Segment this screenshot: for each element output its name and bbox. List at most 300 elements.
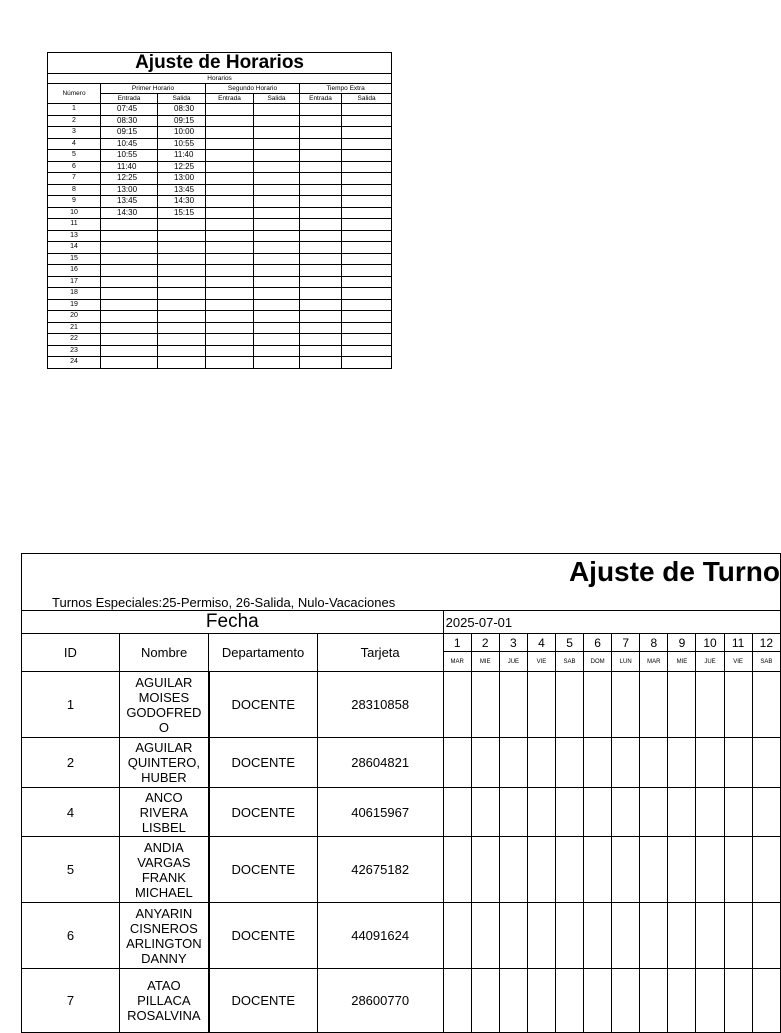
table-row bbox=[22, 837, 781, 903]
horario-empty-cell bbox=[254, 253, 300, 265]
horario-row bbox=[48, 138, 392, 150]
shift-cell bbox=[584, 837, 612, 903]
shift-cell bbox=[556, 738, 584, 788]
horario-numero: 11 bbox=[48, 219, 101, 231]
shift-cell bbox=[443, 837, 471, 903]
horario-empty-cell bbox=[342, 173, 392, 185]
horario-empty-cell bbox=[342, 150, 392, 162]
shift-cell bbox=[556, 903, 584, 969]
horario-empty-cell bbox=[206, 334, 254, 346]
horario-numero: 22 bbox=[48, 334, 101, 346]
horario-numero: 16 bbox=[48, 265, 101, 277]
employee-name-line: RIVERA bbox=[139, 804, 189, 820]
horario-salida-1: 11:40 bbox=[158, 150, 206, 162]
employee-name-line: HUBER bbox=[141, 770, 187, 785]
shift-cell bbox=[556, 672, 584, 738]
shift-cell bbox=[527, 903, 555, 969]
employee-name-line: ANDIA bbox=[144, 839, 184, 855]
horario-entrada-1 bbox=[101, 253, 158, 265]
horario-empty-cell bbox=[342, 288, 392, 300]
horario-row bbox=[48, 253, 392, 265]
horario-empty-cell bbox=[300, 230, 342, 242]
horario-empty-cell bbox=[254, 184, 300, 196]
shift-cell bbox=[527, 837, 555, 903]
horario-empty-cell bbox=[342, 196, 392, 208]
day-name: JUE bbox=[696, 652, 724, 672]
day-name: MIE bbox=[471, 652, 499, 672]
horario-entrada-1 bbox=[101, 299, 158, 311]
horario-empty-cell bbox=[300, 219, 342, 231]
tarjeta-header: Tarjeta bbox=[317, 634, 443, 672]
horario-row bbox=[48, 276, 392, 288]
day-name: MAR bbox=[443, 652, 471, 672]
shift-cell bbox=[696, 837, 724, 903]
day-name: VIE bbox=[724, 652, 752, 672]
horario-salida-1 bbox=[158, 219, 206, 231]
shift-cell bbox=[471, 738, 499, 788]
horario-row bbox=[48, 161, 392, 173]
horario-empty-cell bbox=[342, 138, 392, 150]
shift-cell bbox=[584, 738, 612, 788]
entrada-header: Entrada bbox=[101, 94, 158, 104]
horario-empty-cell bbox=[342, 127, 392, 139]
horario-numero: 18 bbox=[48, 288, 101, 300]
horario-empty-cell bbox=[206, 127, 254, 139]
shift-cell bbox=[668, 903, 696, 969]
horario-empty-cell bbox=[342, 299, 392, 311]
shift-cell bbox=[696, 903, 724, 969]
shift-cell bbox=[471, 788, 499, 837]
employee-id: 7 bbox=[22, 969, 120, 1033]
shift-cell bbox=[696, 969, 724, 1033]
horario-salida-1 bbox=[158, 345, 206, 357]
salida-header: Salida bbox=[342, 94, 392, 104]
shift-cell bbox=[499, 837, 527, 903]
shift-cell bbox=[668, 837, 696, 903]
shift-cell bbox=[612, 903, 640, 969]
employee-name-line: MICHAEL bbox=[134, 884, 193, 900]
horario-empty-cell bbox=[342, 219, 392, 231]
fecha-value: 2025-07-01 bbox=[443, 611, 780, 634]
employee-name-line: ARLINGTON bbox=[126, 935, 202, 951]
horario-empty-cell bbox=[206, 207, 254, 219]
shift-cell bbox=[612, 837, 640, 903]
horario-empty-cell bbox=[206, 265, 254, 277]
shift-cell bbox=[752, 969, 780, 1033]
day-number: 11 bbox=[724, 634, 752, 652]
shift-cell bbox=[443, 738, 471, 788]
shift-cell bbox=[752, 837, 780, 903]
horario-numero: 2 bbox=[48, 115, 101, 127]
horario-empty-cell bbox=[300, 173, 342, 185]
horario-row bbox=[48, 173, 392, 185]
employee-card: 28600770 bbox=[317, 969, 443, 1033]
shift-cell bbox=[724, 738, 752, 788]
horario-salida-1: 08:30 bbox=[158, 104, 206, 116]
horario-empty-cell bbox=[300, 253, 342, 265]
horario-empty-cell bbox=[254, 138, 300, 150]
horario-entrada-1 bbox=[101, 219, 158, 231]
horario-salida-1 bbox=[158, 299, 206, 311]
horario-empty-cell bbox=[254, 299, 300, 311]
day-name: VIE bbox=[527, 652, 555, 672]
shift-cell bbox=[471, 837, 499, 903]
day-number: 9 bbox=[668, 634, 696, 652]
horario-empty-cell bbox=[206, 242, 254, 254]
horario-empty-cell bbox=[342, 357, 392, 369]
horario-salida-1: 13:00 bbox=[158, 173, 206, 185]
horario-salida-1: 10:00 bbox=[158, 127, 206, 139]
horario-row bbox=[48, 219, 392, 231]
shift-cell bbox=[612, 672, 640, 738]
horario-empty-cell bbox=[254, 276, 300, 288]
horario-row bbox=[48, 230, 392, 242]
horario-row bbox=[48, 345, 392, 357]
horario-numero: 1 bbox=[48, 104, 101, 116]
shift-cell bbox=[527, 738, 555, 788]
horario-empty-cell bbox=[254, 265, 300, 277]
horario-salida-1 bbox=[158, 253, 206, 265]
shift-cell bbox=[499, 788, 527, 837]
day-name: LUN bbox=[612, 652, 640, 672]
employee-id: 2 bbox=[22, 738, 120, 788]
horario-empty-cell bbox=[300, 311, 342, 323]
shift-cell bbox=[443, 788, 471, 837]
horario-entrada-1: 08:30 bbox=[101, 115, 158, 127]
shift-cell bbox=[696, 788, 724, 837]
employee-department: DOCENTE bbox=[209, 969, 317, 1033]
horario-entrada-1: 13:00 bbox=[101, 184, 158, 196]
horario-empty-cell bbox=[300, 242, 342, 254]
employee-name-line: PILLACA bbox=[137, 993, 191, 1008]
shift-cell bbox=[556, 837, 584, 903]
employee-name-line: ANYARIN bbox=[135, 905, 193, 921]
horario-row bbox=[48, 104, 392, 116]
horario-empty-cell bbox=[342, 334, 392, 346]
shift-cell bbox=[584, 672, 612, 738]
employee-name bbox=[119, 969, 209, 1033]
horario-entrada-1 bbox=[101, 345, 158, 357]
turno-table bbox=[21, 553, 781, 1033]
segundo-horario-header: Segundo Horario bbox=[206, 84, 300, 94]
horario-empty-cell bbox=[342, 115, 392, 127]
employee-name-line: LISBEL bbox=[141, 819, 186, 835]
employee-id: 1 bbox=[22, 672, 120, 738]
shift-cell bbox=[471, 903, 499, 969]
day-number: 7 bbox=[612, 634, 640, 652]
day-name: DOM bbox=[584, 652, 612, 672]
shift-cell bbox=[752, 903, 780, 969]
horario-row bbox=[48, 322, 392, 334]
horario-salida-1 bbox=[158, 230, 206, 242]
horario-entrada-1: 11:40 bbox=[101, 161, 158, 173]
employee-card: 28310858 bbox=[317, 672, 443, 738]
departamento-header: Departamento bbox=[209, 634, 317, 672]
employee-card: 42675182 bbox=[317, 837, 443, 903]
employee-id: 5 bbox=[22, 837, 120, 903]
horario-empty-cell bbox=[206, 115, 254, 127]
day-number: 1 bbox=[443, 634, 471, 652]
shift-cell bbox=[668, 969, 696, 1033]
table-row bbox=[22, 788, 781, 837]
horario-empty-cell bbox=[300, 276, 342, 288]
shift-cell bbox=[640, 672, 668, 738]
horario-numero: 13 bbox=[48, 230, 101, 242]
employee-name bbox=[119, 837, 209, 903]
day-number: 4 bbox=[527, 634, 555, 652]
shift-cell bbox=[584, 969, 612, 1033]
day-number: 2 bbox=[471, 634, 499, 652]
horario-salida-1: 12:25 bbox=[158, 161, 206, 173]
shift-cell bbox=[612, 788, 640, 837]
employee-name-line: ANCO bbox=[145, 789, 183, 805]
horario-row bbox=[48, 196, 392, 208]
shift-cell bbox=[499, 969, 527, 1033]
shift-cell bbox=[584, 788, 612, 837]
horario-entrada-1 bbox=[101, 265, 158, 277]
horario-empty-cell bbox=[342, 265, 392, 277]
horario-empty-cell bbox=[300, 104, 342, 116]
horario-empty-cell bbox=[300, 334, 342, 346]
table-row bbox=[22, 903, 781, 969]
shift-cell bbox=[640, 837, 668, 903]
horario-empty-cell bbox=[342, 161, 392, 173]
horario-row bbox=[48, 265, 392, 277]
horario-empty-cell bbox=[342, 322, 392, 334]
horario-empty-cell bbox=[300, 357, 342, 369]
horario-empty-cell bbox=[254, 196, 300, 208]
horario-empty-cell bbox=[300, 196, 342, 208]
horario-empty-cell bbox=[254, 150, 300, 162]
horario-empty-cell bbox=[342, 230, 392, 242]
horario-empty-cell bbox=[206, 138, 254, 150]
day-number: 3 bbox=[499, 634, 527, 652]
horario-empty-cell bbox=[254, 345, 300, 357]
horario-numero: 24 bbox=[48, 357, 101, 369]
employee-card: 28604821 bbox=[317, 738, 443, 788]
horario-empty-cell bbox=[342, 276, 392, 288]
horario-empty-cell bbox=[206, 299, 254, 311]
day-name: MAR bbox=[640, 652, 668, 672]
shift-cell bbox=[724, 788, 752, 837]
nombre-header: Nombre bbox=[119, 634, 209, 672]
horario-salida-1 bbox=[158, 276, 206, 288]
horario-empty-cell bbox=[254, 334, 300, 346]
horario-empty-cell bbox=[254, 322, 300, 334]
employee-name-line: AGUILAR bbox=[135, 740, 193, 755]
horario-row bbox=[48, 299, 392, 311]
horario-empty-cell bbox=[300, 299, 342, 311]
horario-numero: 21 bbox=[48, 322, 101, 334]
shift-cell bbox=[443, 903, 471, 969]
salida-header: Salida bbox=[158, 94, 206, 104]
horario-empty-cell bbox=[206, 288, 254, 300]
horario-row bbox=[48, 115, 392, 127]
employee-name-line: MOISES bbox=[138, 689, 190, 705]
day-name: MIE bbox=[668, 652, 696, 672]
horario-empty-cell bbox=[342, 311, 392, 323]
horario-empty-cell bbox=[342, 345, 392, 357]
horario-row bbox=[48, 207, 392, 219]
horario-empty-cell bbox=[254, 161, 300, 173]
shift-cell bbox=[696, 672, 724, 738]
employee-name-line: GODOFRED bbox=[126, 704, 202, 720]
day-number: 8 bbox=[640, 634, 668, 652]
horario-row bbox=[48, 242, 392, 254]
horario-empty-cell bbox=[300, 288, 342, 300]
horario-empty-cell bbox=[206, 219, 254, 231]
employee-department: DOCENTE bbox=[209, 738, 317, 788]
horario-salida-1 bbox=[158, 322, 206, 334]
horario-salida-1: 13:45 bbox=[158, 184, 206, 196]
horario-salida-1 bbox=[158, 265, 206, 277]
shift-cell bbox=[752, 788, 780, 837]
horario-empty-cell bbox=[206, 173, 254, 185]
horario-empty-cell bbox=[300, 138, 342, 150]
shift-cell bbox=[556, 969, 584, 1033]
employee-name-line: AGUILAR bbox=[135, 674, 193, 690]
horario-empty-cell bbox=[206, 357, 254, 369]
horario-entrada-1: 07:45 bbox=[101, 104, 158, 116]
horario-empty-cell bbox=[206, 150, 254, 162]
horario-salida-1 bbox=[158, 334, 206, 346]
shift-cell bbox=[640, 738, 668, 788]
shift-cell bbox=[556, 788, 584, 837]
horario-empty-cell bbox=[206, 230, 254, 242]
horario-empty-cell bbox=[342, 104, 392, 116]
horario-empty-cell bbox=[254, 230, 300, 242]
shift-cell bbox=[696, 738, 724, 788]
day-number: 5 bbox=[556, 634, 584, 652]
shift-cell bbox=[724, 672, 752, 738]
horario-entrada-1 bbox=[101, 276, 158, 288]
employee-department: DOCENTE bbox=[209, 903, 317, 969]
employee-name-line: VARGAS bbox=[137, 854, 191, 870]
horario-numero: 4 bbox=[48, 138, 101, 150]
shift-cell bbox=[499, 672, 527, 738]
horario-salida-1 bbox=[158, 311, 206, 323]
shift-cell bbox=[724, 903, 752, 969]
employee-card: 40615967 bbox=[317, 788, 443, 837]
employee-department: DOCENTE bbox=[209, 788, 317, 837]
turno-section bbox=[21, 553, 780, 1024]
shift-cell bbox=[499, 738, 527, 788]
horario-numero: 19 bbox=[48, 299, 101, 311]
horario-salida-1: 15:15 bbox=[158, 207, 206, 219]
employee-id: 6 bbox=[22, 903, 120, 969]
horario-empty-cell bbox=[206, 311, 254, 323]
day-name: SAB bbox=[752, 652, 780, 672]
employee-name-line: O bbox=[158, 719, 169, 735]
horario-numero: 17 bbox=[48, 276, 101, 288]
table-row bbox=[22, 969, 781, 1033]
id-header: ID bbox=[22, 634, 120, 672]
horario-numero: 7 bbox=[48, 173, 101, 185]
employee-card: 44091624 bbox=[317, 903, 443, 969]
shift-cell bbox=[499, 903, 527, 969]
horario-numero: 10 bbox=[48, 207, 101, 219]
employee-name bbox=[119, 788, 209, 837]
horario-row bbox=[48, 288, 392, 300]
horario-numero: 20 bbox=[48, 311, 101, 323]
horario-entrada-1: 14:30 bbox=[101, 207, 158, 219]
horario-empty-cell bbox=[254, 104, 300, 116]
horario-row bbox=[48, 334, 392, 346]
horario-entrada-1: 12:25 bbox=[101, 173, 158, 185]
horario-empty-cell bbox=[300, 345, 342, 357]
horario-numero: 3 bbox=[48, 127, 101, 139]
shift-cell bbox=[724, 837, 752, 903]
horario-row bbox=[48, 150, 392, 162]
shift-cell bbox=[527, 788, 555, 837]
horario-entrada-1 bbox=[101, 334, 158, 346]
horario-salida-1: 10:55 bbox=[158, 138, 206, 150]
shift-cell bbox=[471, 969, 499, 1033]
shift-cell bbox=[443, 969, 471, 1033]
shift-cell bbox=[443, 672, 471, 738]
horario-numero: 9 bbox=[48, 196, 101, 208]
horario-row bbox=[48, 357, 392, 369]
horario-empty-cell bbox=[206, 345, 254, 357]
employee-department: DOCENTE bbox=[209, 837, 317, 903]
numero-header: Número bbox=[48, 84, 101, 104]
horario-entrada-1 bbox=[101, 230, 158, 242]
horario-empty-cell bbox=[206, 184, 254, 196]
horarios-group-header: Horarios bbox=[48, 74, 392, 84]
horario-numero: 14 bbox=[48, 242, 101, 254]
tiempo-extra-header: Tiempo Extra bbox=[300, 84, 392, 94]
horario-numero: 15 bbox=[48, 253, 101, 265]
horario-entrada-1 bbox=[101, 288, 158, 300]
salida-header: Salida bbox=[254, 94, 300, 104]
horario-row bbox=[48, 127, 392, 139]
shift-cell bbox=[584, 903, 612, 969]
day-name: JUE bbox=[499, 652, 527, 672]
employee-name bbox=[119, 738, 209, 788]
shift-cell bbox=[527, 672, 555, 738]
employee-name bbox=[119, 903, 209, 969]
horario-empty-cell bbox=[254, 357, 300, 369]
horario-numero: 6 bbox=[48, 161, 101, 173]
horario-empty-cell bbox=[342, 184, 392, 196]
horario-salida-1: 14:30 bbox=[158, 196, 206, 208]
primer-horario-header: Primer Horario bbox=[101, 84, 206, 94]
horario-row bbox=[48, 311, 392, 323]
employee-name-line: QUINTERO, bbox=[127, 755, 200, 770]
turno-title: Ajuste de Turno bbox=[22, 554, 781, 591]
horario-salida-1 bbox=[158, 357, 206, 369]
employee-name-line: CISNEROS bbox=[129, 920, 198, 936]
employee-name-line: DANNY bbox=[141, 950, 187, 966]
horario-empty-cell bbox=[300, 207, 342, 219]
table-row bbox=[22, 738, 781, 788]
horario-empty-cell bbox=[254, 311, 300, 323]
horario-empty-cell bbox=[254, 288, 300, 300]
horario-empty-cell bbox=[254, 207, 300, 219]
employee-department: DOCENTE bbox=[209, 672, 317, 738]
shift-cell bbox=[724, 969, 752, 1033]
day-name: SAB bbox=[556, 652, 584, 672]
horario-empty-cell bbox=[300, 184, 342, 196]
turno-subtitle: Turnos Especiales:25-Permiso, 26-Salida, Nulo-Vacaciones bbox=[22, 590, 781, 611]
horario-entrada-1: 09:15 bbox=[101, 127, 158, 139]
horario-empty-cell bbox=[206, 253, 254, 265]
horario-entrada-1 bbox=[101, 357, 158, 369]
horario-empty-cell bbox=[206, 276, 254, 288]
horario-entrada-1 bbox=[101, 322, 158, 334]
day-number: 12 bbox=[752, 634, 780, 652]
employee-name-line: FRANK bbox=[141, 869, 186, 885]
